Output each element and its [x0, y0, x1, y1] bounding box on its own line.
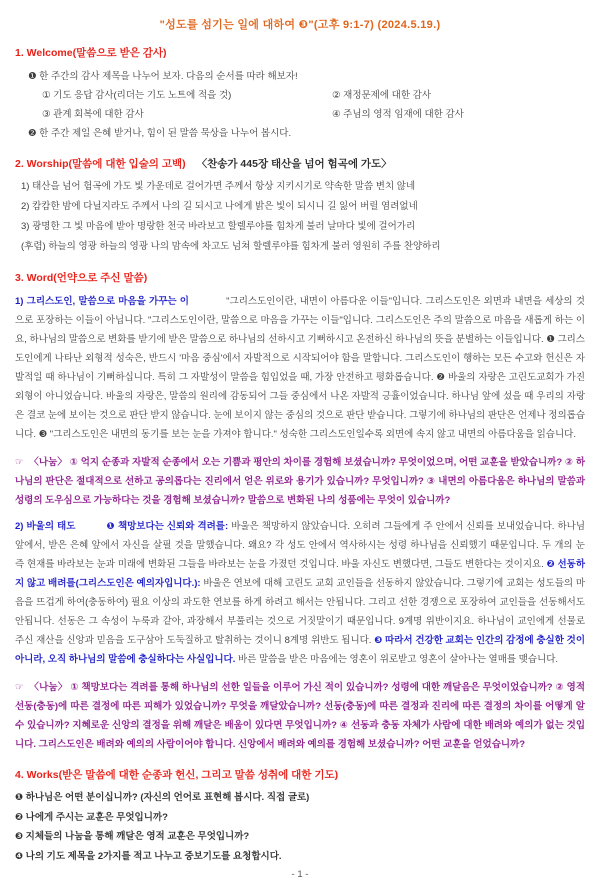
- section-word-heading: 3. Word(언약으로 주신 말씀): [15, 272, 148, 284]
- paragraph-2-point-2-heading: ❷ 선동하지 않고 배려를(그리스도인은 예의자입니다.):: [15, 559, 585, 589]
- welcome-subrow-2: [15, 105, 585, 124]
- works-item-1: ❶ 하나님은 어떤 분이십니까? (자신의 언어로 표현해 봅시다. 직접 글로): [15, 792, 310, 803]
- paragraph-1-body: "그리스도인이란, 내면이 아름다운 이들"입니다. 그리스도인은 외면과 내면을 세상의 것으로 포장하는 이들이 아닙니다. "그리스도인이란, 말씀으로 마음을 가꾸는 이들"입니다. 그리스도인은 주의 말씀으로 마음을 새롭게 하는 이요, 하나님의 말씀으로 변화를 받기에 받은 말씀으로 하나님의 선하시고 기뻐하시고 온전하신 하나님의 뜻을 분별하는 이들입니다. ❶ 그리스도인에게 나타난 외형적 성숙은, 반드시 '마음 중심'에서 자발적으로 시작되어야 함을 말합니다. 그리스도인이 행하는 모든 수고와 헌신은 자발적일 때 하나님이 기뻐하십니다. 특히 그 자발성이 말씀을 힘입었을 때, 가장 안전하고 평화롭습니다. ❷ 바울의 자랑은 고린도교회가 가진 외형이 아니었습니다. 바울의 자랑은, 말씀의 원리에 감동되어 그들 중심에서 나온 자발적 긍휼이었습니다. 하나님 앞에 섰을 때 우리의 자랑은 결코 눈에 보이는 것으로 판단 받지 않습니다. 눈에 보이지 않는 중심의 것으로 판단 받습니다. 그렇기에 하나님의 판단은 언제나 정의롭습니다. ❸ "그리스도인은 내면의 동기를 보는 눈을 가져야 합니다." 성숙한 그리스도인일수록 외면에 속지 않고 내면의 아름다움을 읽습니다.: [15, 296, 585, 440]
- welcome-sub-item-2: ② 재정문제에 대한 감사: [332, 90, 432, 101]
- paragraph-2-point-2-body: 바울은 연보에 대해 고린도 교회 교인들을 선동하지 않았습니다. 그렇기에 교회는 성도들의 마음을 뜨겁게 하여(충동하여) 필요 이상의 과도한 연보를 하게 하려고 해서는 안됩니다. 그리고 선한 경쟁으로 포장하여 교인들을 선동해서도 안됩니다. 선동은 그 속성이 누룩과 같아, 과장해서 부풀리는 것으로 거짓말이기 때문입니다. 9계명 위반이지요. 하나님이 교인에게 선물로 주신 재산을 신앙과 믿음을 도구삼아 도둑질하고 탈취하는 것이니 8계명 위반도 됩니다.: [15, 578, 585, 646]
- pointing-hand-icon: ☞: [15, 457, 24, 468]
- share-questions-1: [15, 453, 585, 510]
- paragraph-2-lead: 2) 바울의 태도: [15, 521, 76, 532]
- paragraph-1-lead: 1) 그리스도인, 말씀으로 마음을 가꾸는 이: [15, 296, 189, 307]
- hymn-lyrics: [15, 177, 585, 257]
- welcome-item-1: ❶ 한 주간의 감사 제목을 나누어 보자. 다음의 순서를 따라 해보자!: [28, 71, 298, 82]
- share-1-text: 〈나눔〉 ① 억지 순종과 자발적 순종에서 오는 기쁨과 평안의 차이를 경험해 보셨습니까? 무엇이었으며, 어떤 교훈을 받았습니까? ② 하나님의 판단은 절대적으로 선하고 공의롭다는 진리에서 얻은 위로와 용기가 있습니까? 무엇입니까? ③ 내면의 아름다움은 하나님의 말씀과 성령의 도우심으로 가능하다는 것을 경험해 보셨습니까? 말씀으로 변화된 나의 성품에는 무엇이 있습니까?: [15, 457, 585, 506]
- worship-heading-text: 2. Worship(말씀에 대한 입술의 고백): [15, 158, 186, 170]
- welcome-item-2: ❷ 한 주간 제일 은혜 받거나, 힘이 된 말씀 묵상을 나누어 봅시다.: [28, 128, 292, 139]
- page-number: - 1 -: [291, 869, 309, 880]
- welcome-sub-item-4: ④ 주님의 영적 임재에 대한 감사: [332, 109, 464, 120]
- share-2-text: 〈나눔〉 ① 책망보다는 격려를 통해 하나님의 선한 일들을 이루어 가신 적이 있습니까? 성령에 대한 깨달음은 무엇이었습니까? ② 영적 선동(충동)에 따른 결정에 따른 피해가 있었습니까? 무엇을 깨달았습니까? 선동(충동)에 따른 결정과 진리에 따른 결정의 차이를 어떻게 알 수 있습니까? 지혜로운 신앙의 결정을 위해 깨달은 배움이 있다면 무엇입니까? ④ 선동과 충동 자체가 사람에 대한 배려와 예의가 없는 것입니다. 그리스도인은 배려와 예의의 사람이어야 합니다. 신앙에서 배려와 예의를 경험해 보셨습니까? 어떤 교훈을 얻었습니까?: [15, 682, 585, 750]
- paragraph-2-point-3-heading: ❸ 따라서 건강한 교회는 인간의 감정에 충실한 것이 아니라, 오직 하나님의 말씀에 충실하다는 사실입니다.: [15, 635, 585, 665]
- hymn-verse-3: 3) 광명한 그 빛 마음에 받아 명랑한 천국 바라보고 할렐루야를 힘차게 불러 날마다 빛에 걸어가리: [21, 221, 416, 232]
- hymn-verse-2: 2) 캄캄한 밤에 다닐지라도 주께서 나의 길 되시고 나에게 밝은 빛이 되시니 길 잃어 버릴 염려없네: [21, 201, 418, 212]
- word-paragraph-2: [15, 517, 585, 669]
- paragraph-2-point-1-body: 바울은 책망하지 않았습니다. 오히려 그들에게 주 안에서 신뢰를 보내었습니다. 하나님 앞에서, 받은 은혜 앞에서 자신을 살필 것을 말했습니다. 왜요? 각 성도 안에서 역사하시는 성령 하나님을 신뢰했기 때문입니다. 두 개의 눈 즉 현재를 바라보는 눈과 미래에 변화된 그들을 바라보는 눈을 가졌던 것입니다. 바울 자신도 변했다면, 그들도 변한다는 것이지요.: [15, 521, 586, 570]
- word-paragraph-1: [15, 292, 585, 444]
- hymn-verse-1: 1) 태산을 넘어 험곡에 가도 빛 가운데로 걸어가면 주께서 항상 지키시기로 약속한 말씀 변치 않네: [21, 181, 416, 192]
- hymn-refrain: (후렴) 하늘의 영광 하늘의 영광 나의 맘속에 차고도 넘쳐 할렐루야를 힘차게 불러 영원히 주를 찬양하리: [21, 241, 441, 252]
- section-works-heading: 4. Works(받은 말씀에 대한 순종과 헌신, 그리고 말씀 성취에 대한 기도): [15, 769, 339, 781]
- works-item-2: ❷ 나에게 주시는 교훈은 무엇입니까?: [15, 811, 168, 823]
- works-item-3: ❸ 지체들의 나눔을 통해 깨달은 영적 교훈은 무엇입니까?: [15, 831, 250, 842]
- paragraph-2-point-1-heading: ❶ 책망보다는 신뢰와 격려를:: [106, 521, 229, 532]
- section-worship-heading: [15, 156, 585, 171]
- share-questions-2: [15, 678, 585, 754]
- welcome-sub-item-3: ③ 관계 회복에 대한 감사: [42, 109, 144, 120]
- worship-hymn-title: 〈찬송가 445장 태산을 넘어 험곡에 가도〉: [196, 158, 392, 170]
- page-title: "성도를 섬기는 일에 대하여 ❸"(고후 9:1-7) (2024.5.19.): [159, 19, 441, 31]
- works-item-4: ❹ 나의 기도 제목을 2가지를 적고 나누고 중보기도를 요청합시다.: [15, 850, 282, 862]
- welcome-sub-item-1: ① 기도 응답 감사(리더는 기도 노트에 적을 것): [42, 90, 232, 101]
- pointing-hand-icon: ☞: [15, 682, 24, 693]
- welcome-subrow-1: [15, 86, 585, 105]
- paragraph-2-point-3-body: 바른 말씀을 받은 마음에는 영혼이 위로받고 영혼이 살아나는 열매를 맺습니다.: [238, 654, 559, 665]
- works-list: [15, 788, 585, 866]
- section-welcome-heading: 1. Welcome(말씀으로 받은 감사): [15, 47, 167, 59]
